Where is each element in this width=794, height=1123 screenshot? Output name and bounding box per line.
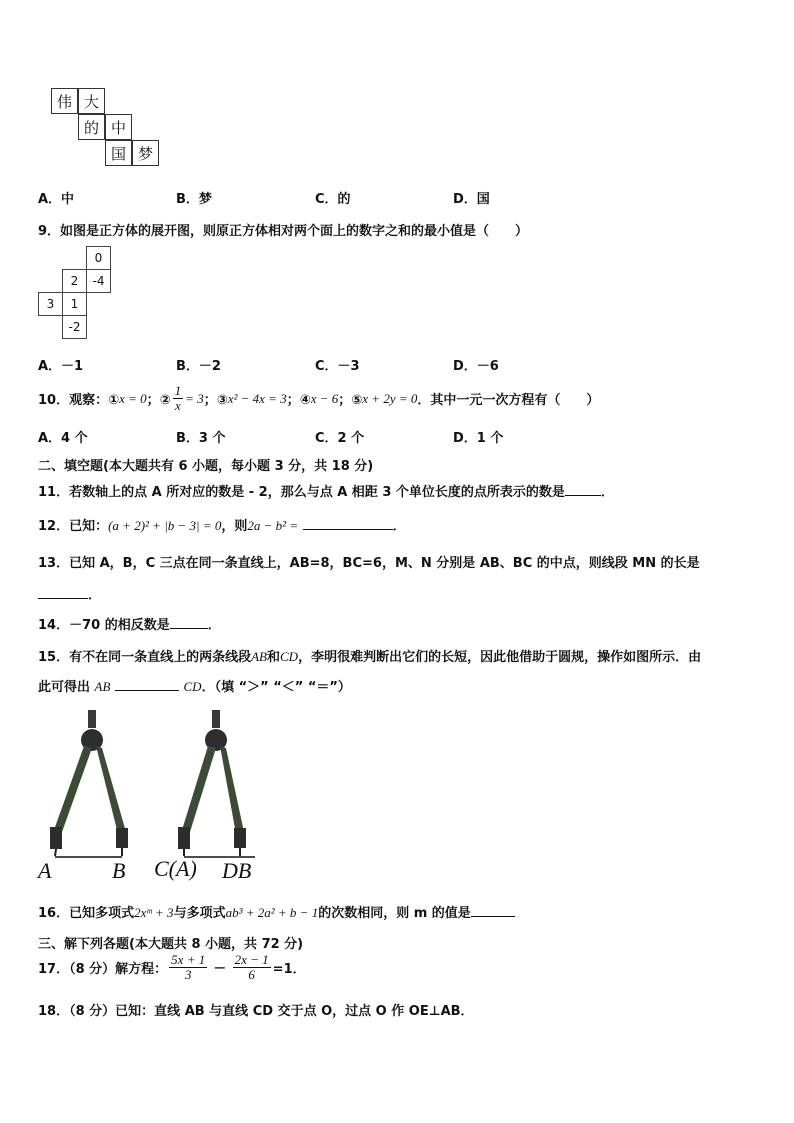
q15-stem-line1 [38,646,701,665]
q13-end: ． [88,588,102,603]
q10-eq1: x = 0 [119,390,147,406]
q8-option-c[interactable]: C．的 [315,192,351,207]
q12-end: ． [392,519,406,534]
q10-sep: ；③ [203,393,228,408]
q14-answer-blank[interactable] [170,616,208,629]
q8-option-a[interactable]: A．中 [38,192,75,207]
q16-expression-1: 2xᵐ + 3 [134,905,174,920]
q15-label-db: DB [222,858,252,882]
q11-text: 11．若数轴上的点 A 所对应的数是 - 2，那么与点 A 相距 3 个单位长度的点所表示的数是 [38,485,565,500]
q13-answer-blank[interactable] [38,586,88,599]
q17-denominator-2: 6 [248,967,255,982]
q10-option-b[interactable]: B．3 个 [176,431,226,446]
q15-compass-figure [30,702,280,882]
q9-option-c[interactable]: C．－3 [315,359,360,374]
q17-stem [38,953,306,982]
q9-stem: 9．如图是正方体的展开图，则原正方体相对两个面上的数字之和的最小值是（ ） [38,224,529,239]
q11-answer-blank[interactable] [565,483,601,496]
q9-cell: 0 [86,246,111,270]
q8-cell: 中 [105,114,132,140]
q10-stem [38,384,599,413]
q9-cell: 1 [62,292,87,316]
q10-eq5: x + 2y = 0 [362,390,418,406]
q10-eq2-numerator: 1 [174,383,182,398]
q10-sep: ；② [146,393,171,408]
q8-cell: 伟 [51,88,78,114]
q10-eq2-denominator: x [175,398,181,413]
q16-mid: 与多项式 [173,906,226,921]
section-2-heading: 二、填空题(本大题共有 6 小题，每小题 3 分，共 18 分) [38,459,374,474]
q16-suffix: 的次数相同，则 m 的值是 [318,906,471,921]
q9-cell: 2 [62,269,87,293]
q15-segment-ab: AB [251,649,267,664]
q15-segment-cd-2: CD [183,679,202,694]
q12-stem [38,515,406,534]
q14-end: ． [207,618,221,633]
q9-option-d[interactable]: D．－6 [453,359,499,374]
q9-option-b[interactable]: B．－2 [176,359,221,374]
q17-fraction-2 [233,953,271,982]
q10-suffix: ．其中一元一次方程有（ ） [417,393,600,408]
q11-stem [38,481,614,500]
q15-and: 和 [266,650,280,665]
q17-numerator-1: 5x + 1 [171,952,206,967]
q15-label-ca: C(A) [154,856,197,881]
q16-answer-blank[interactable] [471,904,515,917]
q11-end: ． [600,485,614,500]
q13-stem: 13．已知 A，B，C 三点在同一条直线上，AB=8，BC=6，M、N 分别是 AB、BC 的中点，则线段 MN 的长是 [38,556,700,571]
q10-sep: ；④ [286,393,311,408]
q12-mid: ，则 [221,519,248,534]
q13-answer-line [38,584,101,603]
q10-eq4: x − 6 [310,390,339,406]
q10-eq2-rest: = 3 [185,390,204,406]
q10-option-d[interactable]: D．1 个 [453,431,504,446]
q17-end: =1． [272,962,306,977]
q15-segment-cd: CD [280,649,299,664]
q18-stem: 18．（8 分）已知：直线 AB 与直线 CD 交于点 O，过点 O 作 OE⊥AB． [38,1004,474,1019]
compass-1 [50,710,128,857]
q10-option-c[interactable]: C．2 个 [315,431,365,446]
q16-stem [38,902,515,921]
q9-option-a[interactable]: A．－1 [38,359,84,374]
q15-label-b: B [112,858,126,882]
q14-stem [38,614,221,633]
section-3-heading: 三、解下列各题(本大题共 8 小题，共 72 分) [38,937,304,952]
q17-numerator-2: 2x − 1 [234,952,269,967]
q16-prefix: 16．已知多项式 [38,906,135,921]
q15-text-b: ，李明很难判断出它们的长短，因此他借助于圆规，操作如图所示．由 [298,650,702,665]
q15-segment-ab-2: AB [94,679,111,694]
q15-text-a: 15．有不在同一条直线上的两条线段 [38,650,252,665]
q12-expression: (a + 2)² + |b − 3| = 0 [108,518,222,533]
q15-answer-blank[interactable] [115,678,179,691]
q8-cell: 梦 [132,140,159,166]
q10-prefix: 10．观察：① [38,393,120,408]
q12-prefix: 12．已知： [38,519,109,534]
q9-cell: -4 [86,269,111,293]
q16-expression-2: ab³ + 2a² + b − 1 [225,905,319,920]
q17-denominator-1: 3 [184,967,192,982]
q14-text: 14．－70 的相反数是 [38,618,170,633]
q9-cell: 3 [38,292,63,316]
q15-line2-b: ．（填 “＞” “＜” “＝”） [201,680,351,695]
compass-2 [178,710,255,857]
q17-prefix: 17．（8 分）解方程： [38,962,168,977]
q12-expression-2: 2a − b² = [247,518,299,533]
q10-option-a[interactable]: A．4 个 [38,431,88,446]
q12-answer-blank[interactable] [303,517,393,530]
q17-fraction-1 [169,953,207,982]
q10-eq3: x² − 4x = 3 [227,390,287,406]
q17-minus: − [213,958,227,977]
q15-stem-line2 [38,676,351,695]
q9-cell: -2 [62,315,87,339]
q15-label-a: A [38,858,52,882]
q8-option-b[interactable]: B．梦 [176,192,212,207]
q10-sep: ；⑤ [338,393,363,408]
q15-line2-a: 此可得出 [38,680,91,695]
q8-cell: 国 [105,140,132,166]
q8-cell: 大 [78,88,105,114]
q10-eq2-fraction [173,384,184,413]
q8-cell: 的 [78,114,105,140]
q8-option-d[interactable]: D．国 [453,192,490,207]
